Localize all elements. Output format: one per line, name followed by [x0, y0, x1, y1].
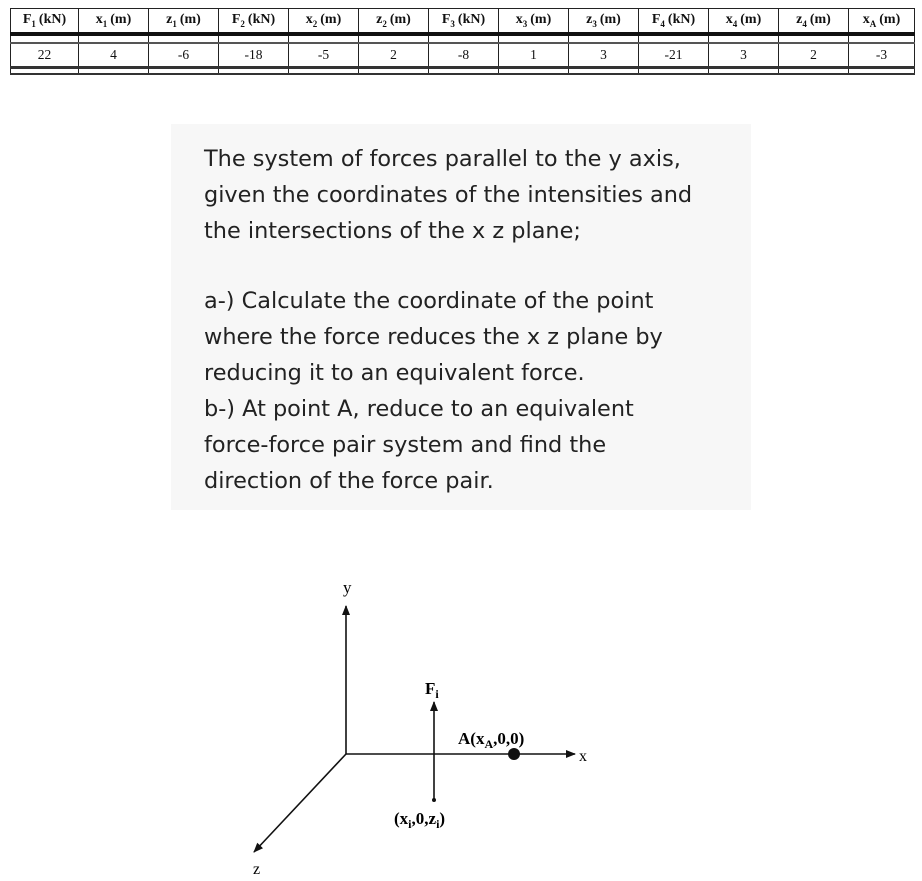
value-cell: -8: [429, 43, 499, 68]
value-cell: 3: [709, 43, 779, 68]
z-axis-label: z: [253, 861, 261, 878]
value-cell: -5: [289, 43, 359, 68]
part-b-line-1: b-) At point A, reduce to an equivalent: [204, 396, 634, 422]
value-cell: -18: [219, 43, 289, 68]
header-cell: $x_3$ (m): [499, 9, 569, 35]
intro-line-3: the intersections of the x z plane;: [204, 218, 581, 244]
force-label: $F_i$: [425, 679, 439, 701]
value-cell: -21: [639, 43, 709, 68]
part-b-line-3: direction of the force pair.: [204, 468, 494, 494]
intro-line-1: The system of forces parallel to the y axis,: [204, 146, 681, 172]
value-cell: -6: [149, 43, 219, 68]
point-a-dot: [508, 748, 520, 760]
header-cell: $x_A$ (m): [849, 9, 915, 35]
value-cell: 1: [499, 43, 569, 68]
header-cell: $x_1$ (m): [79, 9, 149, 35]
value-cell: 2: [359, 43, 429, 68]
header-cell: $z_4$ (m): [779, 9, 849, 35]
force-base-point: [432, 798, 436, 802]
value-cell: 2: [779, 43, 849, 68]
header-cell: $z_2$ (m): [359, 9, 429, 35]
y-axis-label: y: [343, 578, 352, 597]
z-axis: [254, 754, 346, 852]
x-axis-label: x: [579, 748, 587, 765]
intro-line-2: given the coordinates of the intensities and: [204, 182, 693, 208]
part-a-line-3: reducing it to an equivalent force.: [204, 360, 585, 386]
part-b-line-2: force-force pair system and find the: [204, 432, 607, 458]
part-a-line-2: where the force reduces the x z plane by: [204, 324, 663, 350]
header-cell: $z_1$ (m): [149, 9, 219, 35]
header-cell: $F_3$ (kN): [429, 9, 499, 35]
header-cell: $F_1$ (kN): [11, 9, 79, 35]
value-cell: 22: [11, 43, 79, 68]
header-cell: $F_4$ (kN): [639, 9, 709, 35]
header-cell: $F_2$ (kN): [219, 9, 289, 35]
part-a-line-1: a-) Calculate the coordinate of the point: [204, 288, 654, 314]
header-cell: $z_3$ (m): [569, 9, 639, 35]
base-point-label: $(x_i,0,z_i)$: [394, 809, 446, 831]
header-cell: $x_4$ (m): [709, 9, 779, 35]
value-cell: 4: [79, 43, 149, 68]
header-cell: $x_2$ (m): [289, 9, 359, 35]
point-a-label: $A(x_A,0,0)$: [458, 729, 525, 751]
value-cell: -3: [849, 43, 915, 68]
value-cell: 3: [569, 43, 639, 68]
